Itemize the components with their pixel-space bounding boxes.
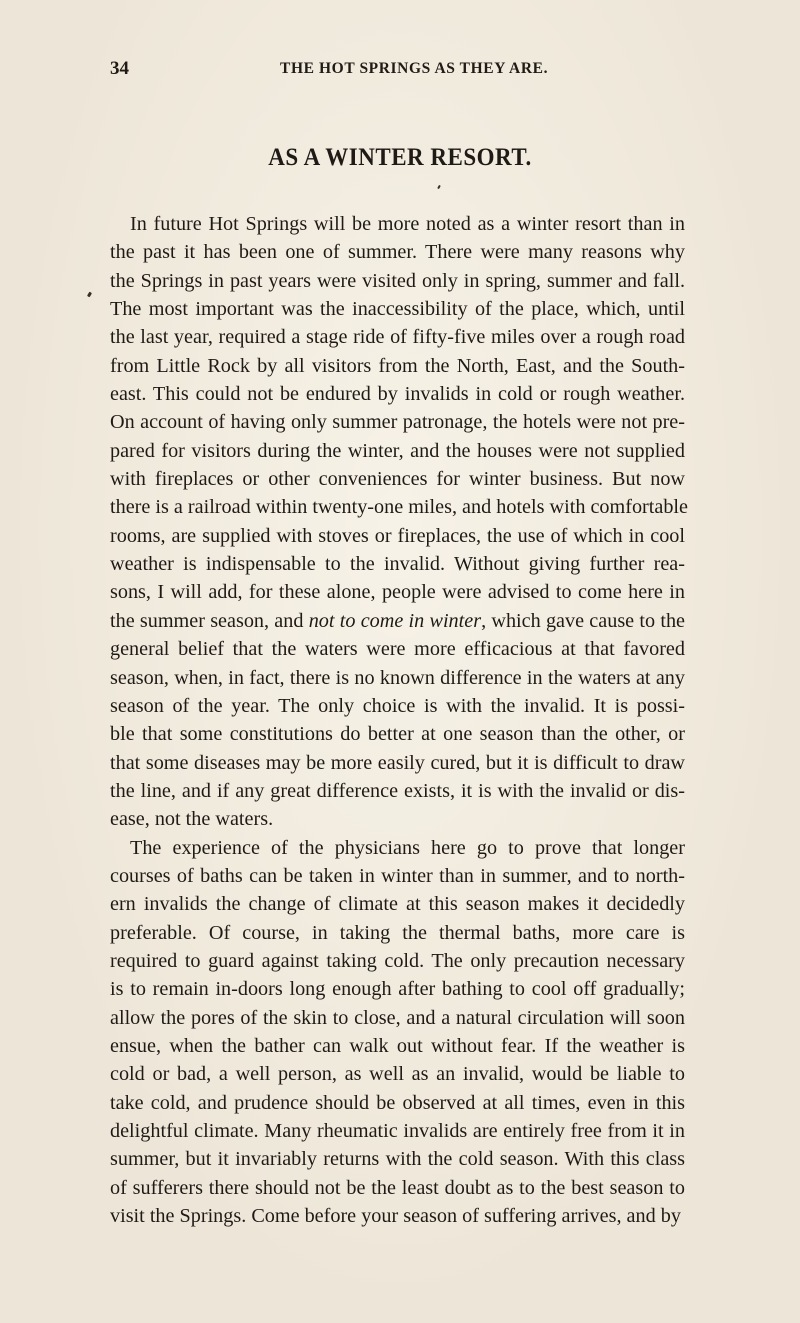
running-title: THE HOT SPRINGS AS THEY ARE. <box>280 60 549 77</box>
text-line: season of the year. The only choice is with the invalid. It is possi- <box>110 694 685 717</box>
text-line: the Springs in past years were visited only in spring, summer and fall. <box>110 269 685 292</box>
text-line: courses of baths can be taken in winter than in summer, and to north- <box>110 864 685 887</box>
text-line: pared for visitors during the winter, and the houses were not supplied <box>110 439 685 462</box>
text-line: is to remain in-doors long enough after bathing to cool off gradually; <box>110 978 685 1001</box>
text-line: that some diseases may be more easily cured, but it is difficult to draw <box>110 751 685 774</box>
text-line: required to guard against taking cold. The only precaution necessary <box>110 949 685 972</box>
text-line: summer, but it invariably returns with the cold season. With this class <box>110 1148 685 1171</box>
text-line: from Little Rock by all visitors from the North, East, and the South- <box>110 354 685 377</box>
text-line: visit the Springs. Come before your season of suffering arrives, and by <box>110 1205 681 1228</box>
text-line: ern invalids the change of climate at this season makes it decidedly <box>110 893 685 916</box>
text-line: with fireplaces or other conveniences for winter business. But now <box>110 468 685 491</box>
paragraph-1 <box>110 210 688 834</box>
text-line: east. This could not be endured by invalids in cold or rough weather. <box>110 383 685 406</box>
text-line: ble that some constitutions do better at one season than the other, or <box>110 723 685 746</box>
text-line: The experience of the physicians here go to prove that longer <box>130 836 685 859</box>
text-line: of sufferers there should not be the least doubt as to the best season to <box>110 1176 685 1199</box>
text-line: rooms, are supplied with stoves or fireplaces, the use of which in cool <box>110 524 685 547</box>
text-line: sons, I will add, for these alone, people were advised to come here in <box>110 581 685 604</box>
text-line: there is a railroad within twenty-one miles, and hotels with comfortable <box>110 496 688 519</box>
text-line: delightful climate. Many rheumatic invalids are entirely free from it in <box>110 1120 685 1142</box>
text-line: weather is indispensable to the invalid. Without giving further rea- <box>110 553 685 576</box>
text-line: allow the pores of the skin to close, and a natural circulation will soon <box>110 1006 685 1029</box>
text-line: On account of having only summer patronage, the hotels were not pre- <box>110 411 685 434</box>
text-line: take cold, and prudence should be observed at all times, even in this <box>110 1091 685 1114</box>
text-line: general belief that the waters were more efficacious at that favored <box>110 638 685 661</box>
print-fleck <box>437 185 441 189</box>
text-line: ensue, when the bather can walk out without fear. If the weather is <box>110 1034 685 1057</box>
text-line: preferable. Of course, in taking the thermal baths, more care is <box>110 921 685 944</box>
text-line: the summer season, and not to come in winter, which gave cause to the <box>110 609 685 632</box>
running-head <box>110 58 680 82</box>
body-text <box>110 210 688 1230</box>
text-line: the past it has been one of summer. There were many reasons why <box>110 241 685 264</box>
text-line: season, when, in fact, there is no known difference in the waters at any <box>110 666 685 689</box>
text-line: the line, and if any great difference exists, it is with the invalid or dis- <box>110 779 685 802</box>
paragraph-2 <box>110 834 685 1231</box>
text-line: the last year, required a stage ride of fifty-five miles over a rough road <box>110 326 685 349</box>
section-title: AS A WINTER RESORT. <box>268 142 532 171</box>
page-number: 34 <box>110 58 129 79</box>
text-line: In future Hot Springs will be more noted as a winter resort than in <box>130 213 685 235</box>
print-fleck <box>87 292 92 298</box>
text-line: cold or bad, a well person, as well as an invalid, would be liable to <box>110 1063 685 1086</box>
emphasis: not to come in winter <box>308 609 482 632</box>
text-line: ease, not the waters. <box>110 808 274 831</box>
text-line: The most important was the inaccessibility of the place, which, until <box>110 298 685 321</box>
